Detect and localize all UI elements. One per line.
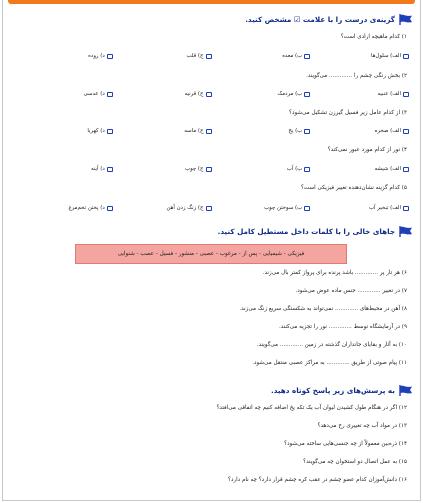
checkbox-icon[interactable] [206,167,212,172]
checkbox-icon[interactable] [107,167,113,172]
option[interactable]: ب) مردمک [212,91,311,97]
checkbox-icon[interactable] [304,54,310,59]
option[interactable]: د) آینه [14,166,113,172]
option[interactable]: ج) زنگ زدن آهن [113,205,212,211]
short-answer-section-title: به پرسش‌های زیر پاسخ کوتاه دهید. [270,386,395,395]
question-1-options [14,53,409,59]
option[interactable]: الف) عنبیه [310,91,409,97]
question-4: ۴) نور از کدام مورد عبور نمی‌کند؟ [327,147,407,153]
option[interactable]: ج) چوب [113,166,212,172]
question-5-options [14,205,409,211]
mcq-section-header [245,14,413,25]
checkbox-icon[interactable] [403,92,409,97]
option[interactable]: الف) سلول‌ها [310,53,409,59]
checkbox-icon[interactable] [206,92,212,97]
checkbox-icon[interactable] [304,92,310,97]
option[interactable]: د) پختن تخم‌مرغ [14,205,113,211]
question-3-options [14,128,409,134]
word-bank: فیزیکی - شیمیایی - پس از - مرغوب - عصبی - منشور - فسیل - عصب - شنوایی [75,244,347,264]
top-accent-bar [8,0,415,4]
fill-item-10[interactable]: ۱۰) به آثار و بقایای جانداران گذشته در زمین ............. می‌گویند. [256,342,407,348]
option[interactable]: ب) سوختن چوب [212,205,311,211]
option[interactable]: د) روده [14,53,113,59]
flag-icon [399,14,413,25]
short-answer-section-header [271,385,413,396]
short-question-15[interactable]: ۱۵) به عمل اتصال دو استخوان چه می‌گویند؟ [303,459,407,465]
option[interactable]: ج) ماسه [113,128,212,134]
flag-icon [399,385,413,396]
checkbox-icon[interactable] [107,92,113,97]
checkbox-icon[interactable] [206,54,212,59]
checkbox-icon[interactable] [107,129,113,134]
fill-item-7[interactable]: ۷) در تغییر ............. جنس ماده عوض می‌شود. [295,288,407,294]
option[interactable]: الف) شیشه [310,166,409,172]
mcq-section-title: گزینه‌ی درست را با علامت ☑ مشخص کنید. [245,15,395,24]
checkbox-icon[interactable] [304,206,310,211]
option[interactable]: ب) معده [212,53,311,59]
option[interactable]: ج) قرنیه [113,91,212,97]
checkbox-icon[interactable] [206,206,212,211]
fill-item-11[interactable]: ۱۱) پیام صوتی از طریق ............. به مراکز عصبی منتقل می‌شود. [252,360,407,366]
checkbox-icon[interactable] [304,129,310,134]
option[interactable]: الف) تبخیر آب [310,205,409,211]
question-2: ۲) بخش رنگی چشم را ............. می‌گویند. [306,73,407,79]
question-2-options [14,91,409,97]
checkbox-icon[interactable] [107,206,113,211]
option[interactable]: ج) قلب [113,53,212,59]
checkbox-icon[interactable] [403,129,409,134]
checkbox-icon[interactable] [304,167,310,172]
checkbox-icon[interactable] [403,167,409,172]
option[interactable]: د) کهربا [14,128,113,134]
short-question-14[interactable]: ۱۴) ذره‌بین معمولاً از چه جنسی‌هایی ساخته می‌شود؟ [284,441,407,447]
fill-section-header [218,226,413,237]
question-3: ۳) از کدام عامل زیر فسیل گیرزن تشکیل می‌شود؟ [288,110,407,116]
checkbox-icon[interactable] [403,54,409,59]
checkbox-icon[interactable] [107,54,113,59]
question-4-options [14,166,409,172]
option[interactable]: ب) یخ [212,128,311,134]
short-question-13[interactable]: ۱۳) در مواد آب چه تغییری رخ می‌دهد؟ [317,423,407,429]
option[interactable]: د) عدسی [14,91,113,97]
flag-icon [399,226,413,237]
fill-item-6[interactable]: ۶) هر تار پر ............. باشد پرنده برای پرواز کمتر بال می‌زند. [262,270,407,276]
option[interactable]: ب) آب [212,166,311,172]
short-question-12[interactable]: ۱۲) اگر در هنگام طول کشیدن لیوان آب یک تکه یخ اضافه کنیم چه اتفاقی می‌افتد؟ [216,405,407,411]
option[interactable]: الف) صخره [310,128,409,134]
fill-section-title: جاهای خالی را با کلمات داخل مستطیل کامل کنید. [217,227,395,236]
checkbox-icon[interactable] [206,129,212,134]
question-1: ۱) کدام ماهیچه ارادی است؟ [340,34,407,40]
fill-item-9[interactable]: ۹) در آزمایشگاه توسط ............. نور را تجزیه می‌کنند. [278,324,407,330]
fill-item-8[interactable]: ۸) آهن در محیط‌های ............. نمی‌تواند به شکستگی سریع زنگ می‌زند. [239,306,407,312]
checkbox-icon[interactable] [403,206,409,211]
question-5: ۵) کدام گزینه نشان‌دهنده تغییر فیزیکی است؟ [300,185,407,191]
short-question-16[interactable]: ۱۶) دانش‌آموزان کدام عضو چشم در عقب کره چشم قرار دارد؟ چه نام دارد؟ [227,477,407,483]
